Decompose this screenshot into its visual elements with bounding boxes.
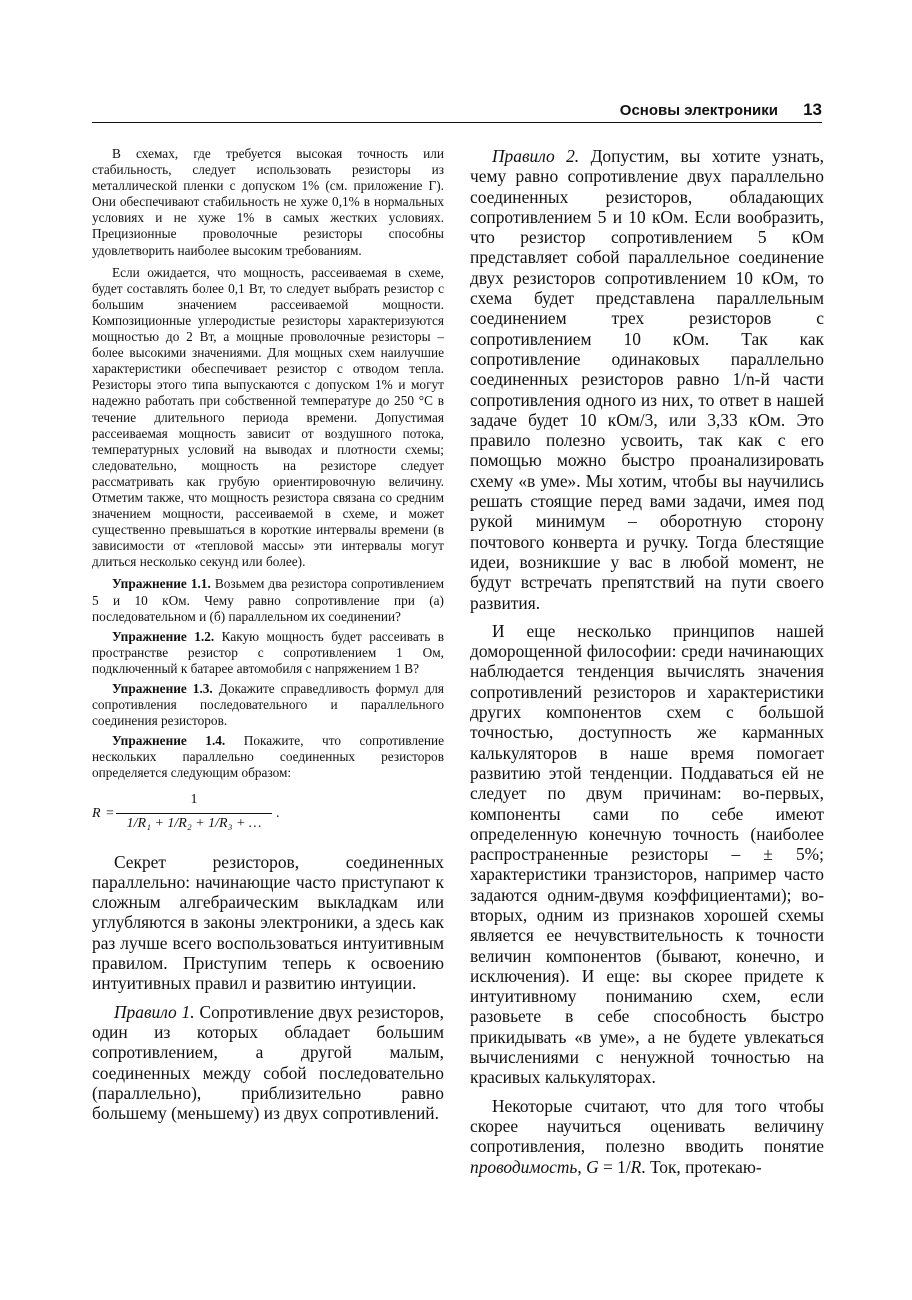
exercise-1-3-text: Докажите справедливость формул для сопротивления последовательного и параллельного соединения резисторов. [92, 681, 444, 729]
small-print-block [92, 146, 444, 782]
exercise-1-2-text: Какую мощность будет рассеивать в пространстве резистор с сопротивлением 1 Ом, подключенный к батарее автомобиля с напряжением 1 В? [92, 628, 444, 676]
formula-equals: = [106, 805, 114, 821]
formula-end: . [276, 805, 280, 821]
exercise-1-1 [92, 576, 444, 624]
paragraph-precision-resistors: В схемах, где требуется высокая точность или стабильность, следует использовать резисторы из металлической пленки с допуском 1% (см. приложение Г). Они обеспечивают стабильность не хуже 0,1% в нормальных условиях и не хуже 1% в самых жестких условиях. Прецизионные проволочные резисторы способны удовлетворить наиболее высоким требованиям. [92, 146, 444, 258]
paragraph-philosophy: И еще несколько принципов нашей доморощенной философии: среди начинающих наблюдается тенденция вычислять значения сопротивлений резисторов и характеристики других компонентов схем с большой точностью, доступность же карманных калькуляторов в наше время помогает развитию этой тенденции. Поддаваться ей не следует по двум причинам: во-первых, компоненты сами по себе имеют определенную конечную точность (наиболее распространенные резисторы – ± 5%; характеристики транзисторов, например часто задаются одним-двумя коэффициентами); во-вторых, одним из признаков хорошей схемы является ее нечувствительность к точности величин компонентов (бывают, конечно, и исключения). И еще: вы скорее придете к интуитивному пониманию схем, если разовьете в себе способность быстро прикидывать «в уме», а не будете увлекаться вычислениями с ненужной точностью на красивых калькуляторах. [470, 620, 824, 1088]
right-column [470, 146, 824, 1177]
exercise-1-2-label: Упражнение 1.2. [112, 628, 215, 644]
rule-2 [470, 146, 824, 613]
exercise-1-4-label: Упражнение 1.4. [112, 733, 226, 749]
running-header [92, 100, 822, 123]
rule-2-label: Правило 2. [492, 146, 580, 166]
left-column [92, 146, 444, 1123]
paragraph-parallel-secret: Секрет резисторов, соединенных параллельно: начинающие часто приступают к сложным алгебраическим выкладкам или углубляются в законы электроники, а здесь как раз лучше всего воспользоваться интуитивным правилом. Приступим теперь к освоению интуитивных правил и развитию интуиции. [92, 851, 444, 994]
rule-1-label: Правило 1. [114, 1001, 195, 1022]
conductance-symbol-r: R [630, 1156, 642, 1177]
paragraph-conductance [470, 1096, 824, 1177]
formula-denominator: 1/R₁ + 1/R₂ + 1/R₃ + … [126, 815, 262, 831]
exercise-1-3-label: Упражнение 1.3. [112, 681, 213, 696]
exercise-1-1-label: Упражнение 1.1. [112, 576, 211, 592]
formula-numerator: 1 [190, 791, 198, 807]
paragraph-power-dissipation: Если ожидается, что мощность, рассеиваемая в схеме, будет составлять более 0,1 Вт, то следует выбрать резистор с большим значением рассеиваемой мощности. Композиционные углеродистые резисторы характеризуются мощностью до 2 Вт, а мощные проволочные резисторы – более высокими значениями. Для мощных схем наилучшие характеристики обеспечивает резистор с отводом тепла. Резисторы этого типа выпускаются с допуском 1% и могут надежно работать при собственной температуре до 250 °С в течение длительного периода времени. Допустимая рассеиваемая мощность зависит от воздушного потока, температурных условий на выводах и плотности схемы; следовательно, мощность на резисторе следует рассматривать как грубую ориентировочную величину. Отметим также, что мощность резистора связана со средним значением мощности, рассеиваемой в схеме, и может существенно превышаться в короткие интервалы времени (в зависимости от «тепловой массы» эти интервалы могут длиться несколько секунд или более). [92, 264, 444, 570]
rule-1-text: Сопротивление двух резисторов, один из которых обладает большим сопротивлением, а другой малым, соединенных между собой последовательно (параллельно), приблизительно равно большему (меньшему) из двух сопротивлений. [92, 1001, 444, 1124]
fraction-bar [116, 813, 272, 814]
conductance-text-end: . Ток, протекаю- [641, 1156, 762, 1177]
exercise-1-1-text: Возьмем два резистора сопротивлением 5 и 10 кОм. Чему равно сопротивление при (а) последовательном и (б) параллельном их соединении? [92, 576, 444, 624]
main-text-left [92, 852, 444, 1124]
conductance-symbol-g: G [586, 1156, 599, 1177]
conductance-term: проводимость [470, 1156, 578, 1177]
exercise-1-4 [92, 733, 444, 781]
exercise-1-3 [92, 681, 444, 729]
conductance-text-start: Некоторые считают, что для того чтобы скорее научиться оценивать величину сопротивления, полезно вводить понятие [470, 1095, 824, 1157]
page-number: 13 [803, 100, 822, 119]
conductance-comma: , [577, 1156, 587, 1177]
exercise-1-2 [92, 629, 444, 677]
main-text-right [470, 146, 824, 1177]
exercise-1-4-text: Покажите, что сопротивление нескольких параллельно соединенных резисторов определяется следующим образом: [92, 733, 445, 781]
formula-lhs: R [92, 805, 101, 821]
running-title: Основы электроники [619, 102, 778, 119]
rule-2-text: Допустим, вы хотите узнать, чему равно сопротивление двух параллельно соединенных резисторов, обладающих сопротивлением 5 и 10 кОм. Если вообразить, что резистор сопротивлением 5 кОм представляет собой параллельное соединение двух резисторов сопротивлением 10 кОм, то схема будет представлена параллельным соединением трех резисторов с сопротивлением 10 кОм. Так как сопротивление одинаковых параллельно соединенных резисторов равно 1/n-й части сопротивления одного из них, то ответ в нашей задаче будет 10 кОм/3, или 3,33 кОм. Это правило полезно усвоить, так как с его помощью можно быстро проанализировать схему «в уме». Мы хотим, чтобы вы научились решать стоящие перед вами задачи, имея под рукой минимум – оборотную сторону почтового конверта и ручку. Тогда блестящие идеи, возникшие у вас в любой момент, не будут встречать препятствий на пути своего развития. [470, 146, 824, 613]
rule-1 [92, 1002, 444, 1124]
conductance-equals: = 1/ [598, 1156, 631, 1177]
parallel-resistance-formula [92, 792, 444, 840]
